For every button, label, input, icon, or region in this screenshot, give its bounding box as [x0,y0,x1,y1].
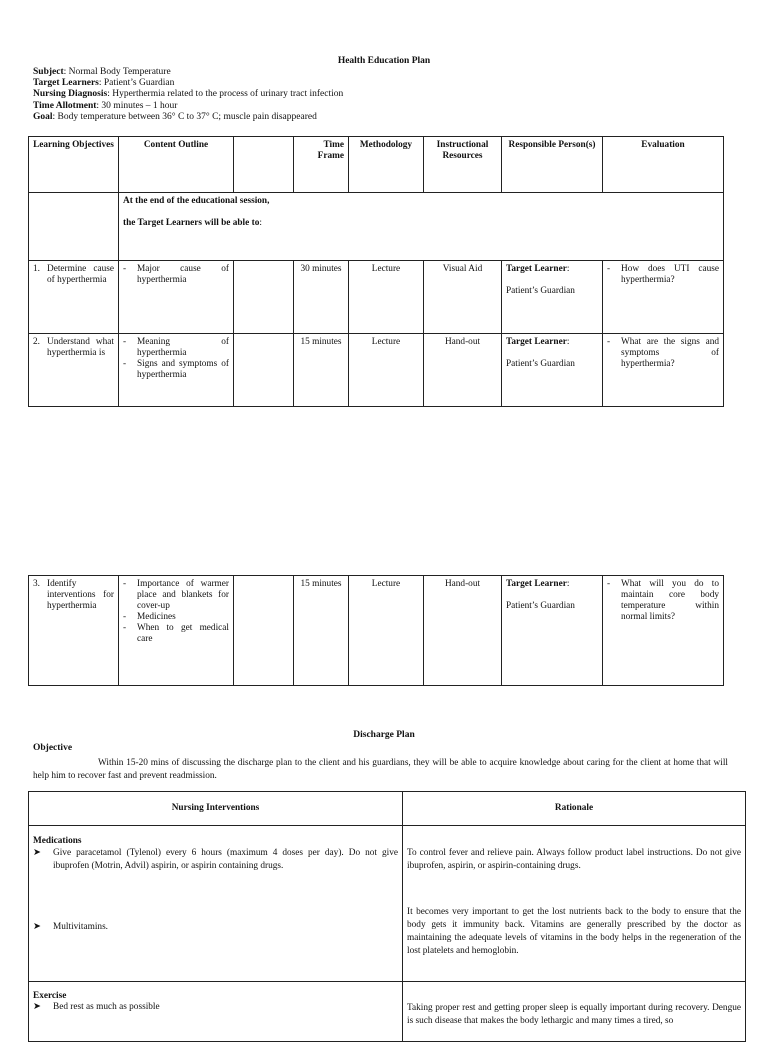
rationale-text: It becomes very important to get the lost nutrients back to the body to ensure that the body gets it immunity back. Vitamins are generally prescribed by the doctor as maintaining the adequate levels of vitamins in the body helps in the regeneration of the lost platelets and hemoglobin. [407,907,741,956]
col-header: Evaluation [603,137,724,193]
rationale-text: To control fever and relieve pain. Always follow product label instructions. Do not give ibuprofen, aspirin, or aspirin-containing drugs. [407,848,741,871]
table-row: 3. Identify interventions for hyperthermia - Importance of warmer place and blankets for cover-up - Medicines - When to get medical care 15 minutes Lecture Hand-out Target Learner: Patient’s Guardian - What will you do to maintain core body temperature within normal limits? [29,576,724,686]
rationale-text: Taking proper rest and getting proper sleep is equally important during recovery. Dengue is such disease that makes the body lethargic and many times a tired, so [407,1003,741,1026]
col-header: Time Frame [294,137,349,193]
goal-line: Goal: Body temperature between 36° C to 37° C; muscle pain disappeared [33,111,317,122]
medications-row: Medications ➤ Give paracetamol (Tylenol) every 6 hours (maximum 4 doses per day). Do not give ibuprofen (Motrin, Advil) aspirin, or aspirin containing drugs. ➤ Multivitamins. To control fever and relieve pain. Always follow product label instructions. Do not give ibuprofen, aspirin, or aspirin-containing drugs. It becomes very important to get the lost nutrients back to the body to ensure that the body gets it immunity back. Vitamins are generally prescribed by the doctor as maintaining the adequate levels of vitamins in the body helps in the regeneration of the lost platelets and hemoglobin. [29,826,746,982]
col-header: Methodology [349,137,424,193]
plan-meta [33,67,343,123]
table-header-row [29,137,724,193]
col-header: Instructional Resources [424,137,502,193]
page-title: Health Education Plan [337,56,431,66]
col-header: Learning Objectives [29,137,119,193]
col-header: Responsible Person(s) [502,137,603,193]
learners-line: Target Learners: Patient’s Guardian [33,78,175,89]
col-header: Rationale [403,792,746,826]
objective-heading: Objective [33,743,73,753]
col-header: Content Outline [119,137,234,193]
diagnosis-line: Nursing Diagnosis: Hyperthermia related to the process of urinary tract infection [33,89,344,100]
objective-text: Within 15-20 mins of discussing the discharge plan to the client and his guardians, they will be able to acquire knowledge about caring for the client at home that will help him to recover fast and prevent readmission. [33,758,728,781]
arrow-bullet-icon: ➤ [33,922,41,932]
health-plan-table [28,136,724,407]
col-header [234,137,294,193]
discharge-header-row [29,792,746,826]
table-row: 1. Determine cause of hyperthermia - Major cause of hyperthermia 30 minutes Lecture Visual Aid Target Learner: Patient’s Guardian - How does UTI cause hyperthermia? [29,261,724,334]
subject-line: Subject: Normal Body Temperature [33,67,171,77]
intro-row [29,193,724,261]
discharge-title: Discharge Plan [353,730,415,740]
arrow-bullet-icon: ➤ [33,848,41,858]
section-label: Medications [33,836,82,846]
intro-line: At the end of the educational session, [123,196,270,206]
table-row: 2. Understand what hyperthermia is - Meaning of hyperthermia - Signs and symptoms of hyperthermia 15 minutes Lecture Hand-out Target Learner: Patient’s Guardian - What are the signs and symptoms of hyperthermia? [29,334,724,407]
intro-line: the Target Learners will be able to: [123,218,262,228]
health-plan-table-continued [28,575,724,686]
arrow-bullet-icon: ➤ [33,1002,41,1012]
discharge-table [28,791,746,1042]
exercise-row: Exercise ➤ Bed rest as much as possible Taking proper rest and getting proper sleep is equally important during recovery. Dengue is such disease that makes the body lethargic and many times a tired, so [29,982,746,1042]
section-label: Exercise [33,991,67,1001]
time-allotment-line: Time Allotment: 30 minutes – 1 hour [33,100,178,111]
col-header: Nursing Interventions [29,792,403,826]
